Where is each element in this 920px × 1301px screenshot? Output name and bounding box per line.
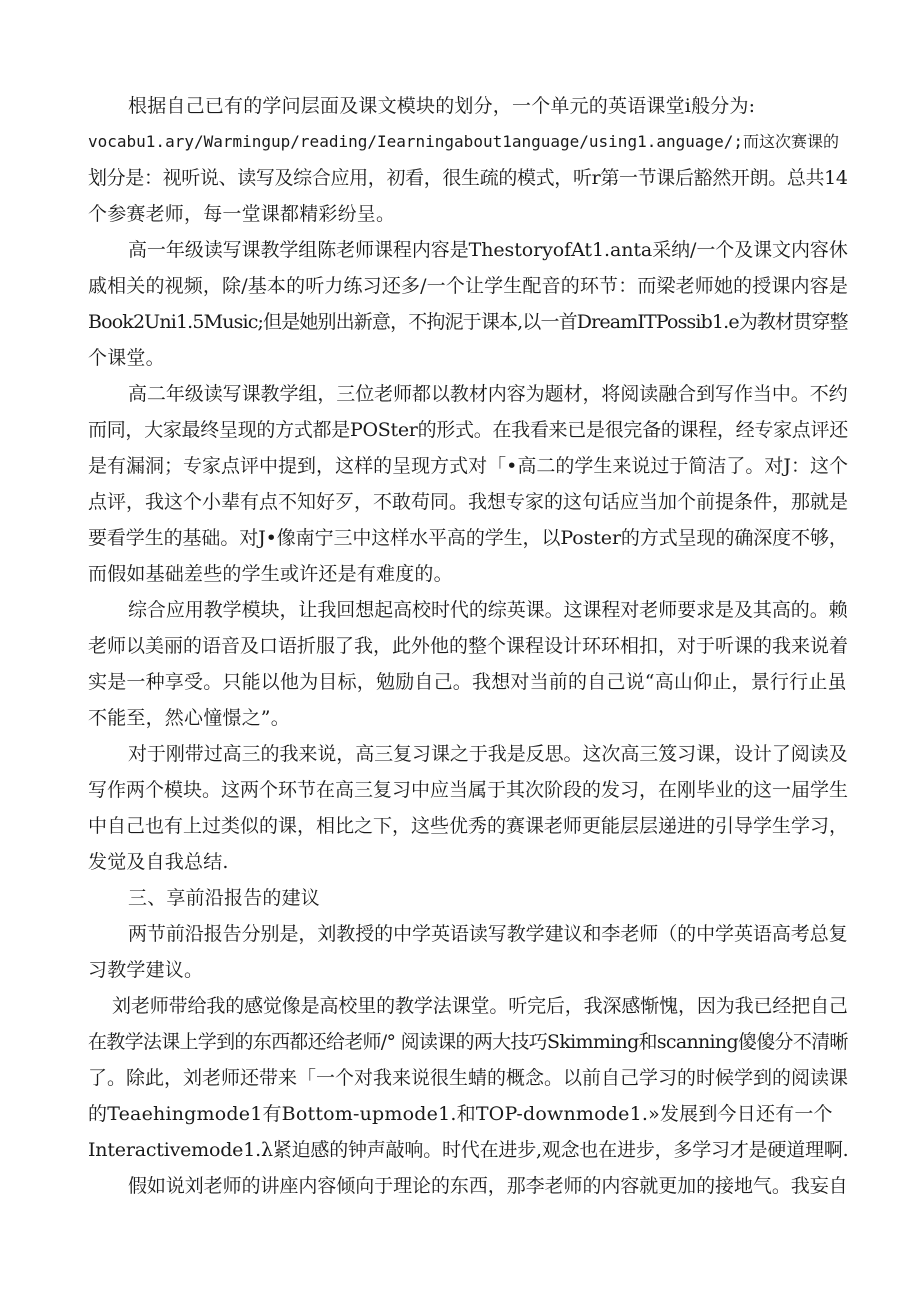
text-line: 点评，我这个小辈有点不知好歹，不敢苟同。我想专家的这句话应当加个前提条件，那就是 <box>88 491 848 513</box>
text-line: 个课堂。 <box>88 347 165 369</box>
text-line: 了。除此，刘老师还带来「一个对我来说很生蜻的概念。以前自己学习的时候学到的阅读课 <box>88 1067 848 1089</box>
text-line: 而同，大家最终呈现的方式都是POSter的形式。在我看来已是很完备的课程，经专家点评还 <box>88 419 848 441</box>
section-heading: 三、享前沿报告的建议 <box>128 887 321 909</box>
text-line: 高二年级读写课教学组，三位老师都以教材内容为题材，将阅读融合到写作当中。不约 <box>128 383 848 405</box>
text-line: Interactivemode1.λ紧迫感的钟声敲响。时代在进步,观念也在进步，多学习才是硬道理啊. <box>88 1139 848 1161</box>
text-line: 戚相关的视频，除/基本的听力练习还多/一个让学生配音的环节：而梁老师她的授课内容是 <box>88 275 848 297</box>
text-line: 假如说刘老师的讲座内容倾向于理论的东西，那李老师的内容就更加的接地气。我妄自 <box>128 1175 848 1197</box>
text-line: 根据自己已有的学问层面及课文模块的划分，一个单元的英语课堂i般分为: <box>128 95 756 117</box>
text-line: Book2Uni1.5Music;但是她别出新意，不拘泥于课本,以一首DreamITPossib1.e为教材贯穿整 <box>88 311 848 333</box>
text-line: 的Teaehingmode1有Bottom-upmode1.和TOP-downmode1.»发展到今日还有一个 <box>88 1103 833 1125</box>
text-line: 综合应用教学模块，让我回想起高校时代的综英课。这课程对老师要求是及其高的。赖 <box>128 599 848 621</box>
text-line: 高一年级读写课教学组陈老师课程内容是ThestoryofAt1.anta采纳/一个及课文内容休 <box>128 239 848 261</box>
text-line: 两节前沿报告分别是，刘教授的中学英语读写教学建议和李老师（的中学英语高考总复 <box>128 923 848 945</box>
text-line: vocabu1.ary/Warmingup/reading/Iearningabout1anguage/using1.anguage/;而这次赛课的 <box>88 132 840 151</box>
text-line: 而假如基础差些的学生或许还是有难度的。 <box>88 563 453 585</box>
text-line: 是有漏洞；专家点评中提到，这样的呈现方式对「•高二的学生来说过于简洁了。对J：这个 <box>88 455 848 477</box>
text-line: 实是一种享受。只能以他为目标，勉励自己。我想对当前的自己说“高山仰止，景行行止虽 <box>88 671 847 693</box>
text-line: 不能至，然心憧憬之”。 <box>88 707 290 729</box>
text-line: 划分是：视听说、读写及综合应用，初看，很生疏的模式，听r第一节课后豁然开朗。总共14 <box>88 167 848 189</box>
text-line: 写作两个模块。这两个环节在高三复习中应当属于其次阶段的发习，在刚毕业的这一届学生 <box>88 779 848 801</box>
text-line: 发觉及自我总结. <box>88 851 229 873</box>
text-line: 中自己也有上过类似的课，相比之下，这些优秀的赛课老师更能层层递进的引导学生学习， <box>88 815 848 837</box>
text-line: 对于刚带过高三的我来说，高三复习课之于我是反思。这次高三笈习课，设计了阅读及 <box>128 743 848 765</box>
text-line: 个参赛老师，每一堂课都精彩纷呈。 <box>88 203 396 225</box>
text-line: 刘老师带给我的感觉像是高校里的教学法课堂。听完后，我深感惭愧，因为我已经把自己 <box>112 995 848 1017</box>
text-line: 老师以美丽的语音及口语折服了我，此外他的整个课程设计环环相扣，对于听课的我来说着 <box>88 635 848 657</box>
text-line: 要看学生的基础。对J•像南宁三中这样水平高的学生，以Poster的方式呈现的确深度不够， <box>88 527 848 549</box>
text-line: 习教学建议。 <box>88 959 204 981</box>
text-line: 在教学法课上学到的东西都还给老师/° 阅读课的两大技巧Skimming和scanning傻傻分不清晰 <box>88 1031 848 1053</box>
